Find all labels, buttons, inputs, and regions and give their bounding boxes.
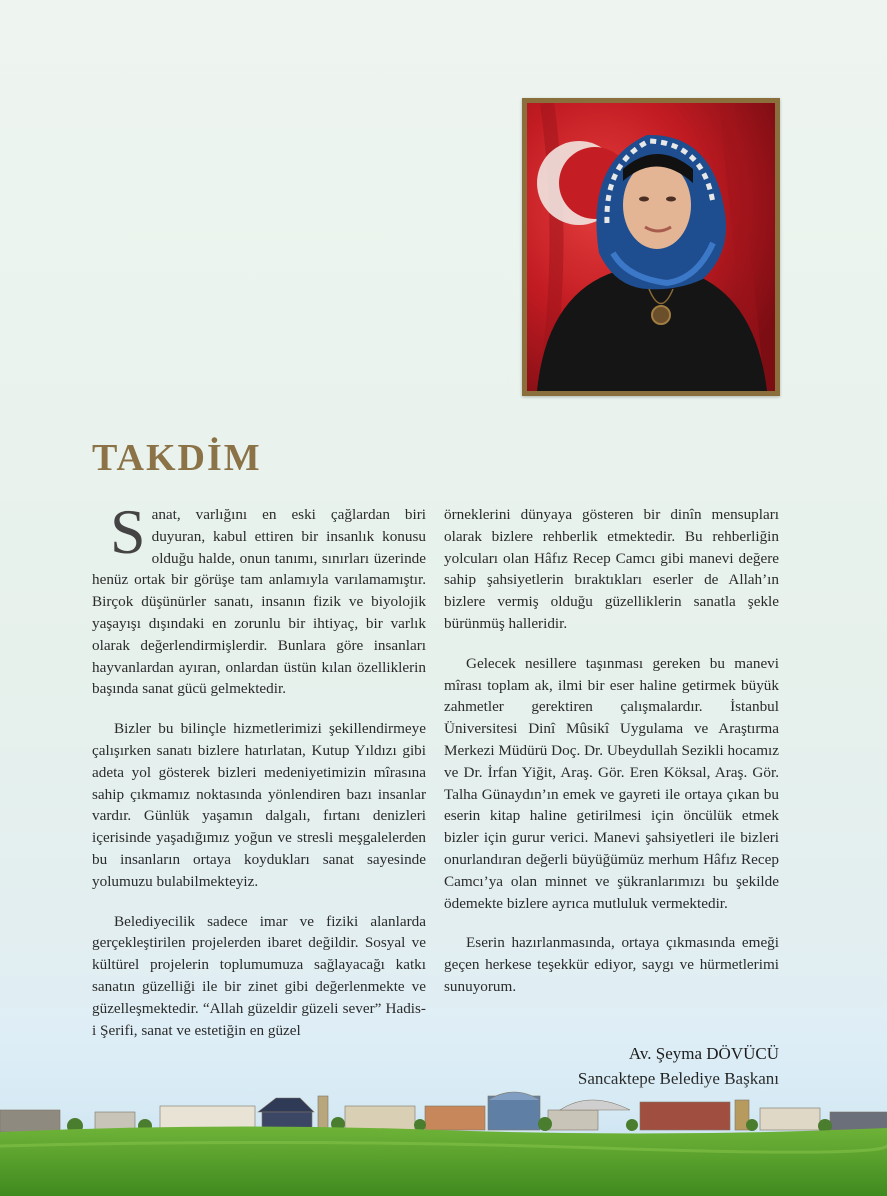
- paragraph-3: Belediyecilik sadece imar ve fiziki alanlarda gerçekleştirilen projelerden ibaret değildir. Sosyal ve kültürel projelerin toplumumuza sağlayacağı katkı sanatın güzelliği ile bir zinet gibi değerlenmekte ve güzelleşmektedir. “Allah güzeldir güzeli sever” Hadis-i Şerifi, sanat ve estetiğin en güzel: [92, 912, 426, 1039]
- portrait-photo: [527, 103, 775, 391]
- city-landscape-banner: [0, 1076, 887, 1196]
- paragraph-2: Bizler bu bilinçle hizmetlerimizi şekillendirmeye çalışırken sanatı bizlere hatırlatan, Kutup Yıldızı gibi adeta yol gösterek bizleri medeniyetimizin mîrasına sahip çıkmamız noktasında yönlendiren bazı insanlar vardır. Günlük yaşamın dalgalı, fırtanı denizleri içerisinde yaşadığımız yoğun ve stresli meşgalelerden bu insanların ortaya koydukları sanat sayesinde yolumuzu bulabilmekteyiz.: [92, 720, 426, 890]
- signature-name: Av. Şeyma DÖVÜCÜ: [628, 1044, 779, 1063]
- paragraph-text: anat, varlığını en eski çağlardan biri duyuran, kabul ettiren bir insanlık konusu olduğu halde, onun tanımı, sınırları üzerinde henüz ortak bir görüşe tam anlamıyla varılamamıştır. Birçok düşünürler sanatı, insanın fizik ve biyolojik yaşayışı dışındaki en zorunlu bir ihtiyaç, bir varlık olarak değerlendirmişlerdir. Bunlara göre insanları hayvanlardan ayıran, onlardan üstün kılan özelliklerin başında sanat gücü gelmektedir.: [92, 506, 426, 698]
- landscape-illustration: [0, 1076, 887, 1196]
- paragraph-5: Gelecek nesillere taşınması gereken bu manevi mîrası toplam ak, ilmi bir eser haline getirmek büyük zahmetler gerektiren çalışmalardır. İstanbul Üniversitesi Dinî Mûsikî Uygulama ve Araştırma Merkezi Müdürü Doç. Dr. Ubeydullah Sezikli hocamız ve Dr. İrfan Yiğit, Araş. Gör. Eren Köksal, Araş. Gör. Talha Günaydın’ın emek ve gayreti ile ortaya çıkan bu eserin kitap haline getirilmesi için öncülük etmek bizler için gurur verici. Manevi şahsiyetleri ile bizleri onurlandıran değerli büyüğümüz merhum Hâfız Recep Camcı’ya olan minnet ve şükranlarımızı bu şekilde ödemekte bizlere ayrıca mutluluk vermektedir.: [444, 654, 779, 912]
- drop-cap: S: [110, 496, 146, 567]
- paragraph-1: [92, 496, 426, 700]
- paragraph-6: Eserin hazırlanmasında, ortaya çıkmasında emeği geçen herkese teşekkür ediyor, saygı ve hürmetlerimi sunuyorum.: [444, 934, 779, 995]
- portrait-illustration: [527, 103, 775, 391]
- portrait-frame: [522, 98, 780, 396]
- paragraph-4: örneklerini dünyaya gösteren bir dinîn mensupları olarak bizlere rehberlik etmektedir. Bu rehberliğin yolcuları olan Hâfız Recep Camcı gibi manevi değere sahip şahsiyetlerin bıraktıkları eserler de Allah’ın bizlere vermiş olduğu güzelliklerin sanatla şekle bürünmüş halleridir.: [444, 506, 779, 632]
- right-column: [444, 504, 779, 1016]
- page-title: TAKDİM: [92, 437, 262, 479]
- left-column: [92, 496, 426, 1059]
